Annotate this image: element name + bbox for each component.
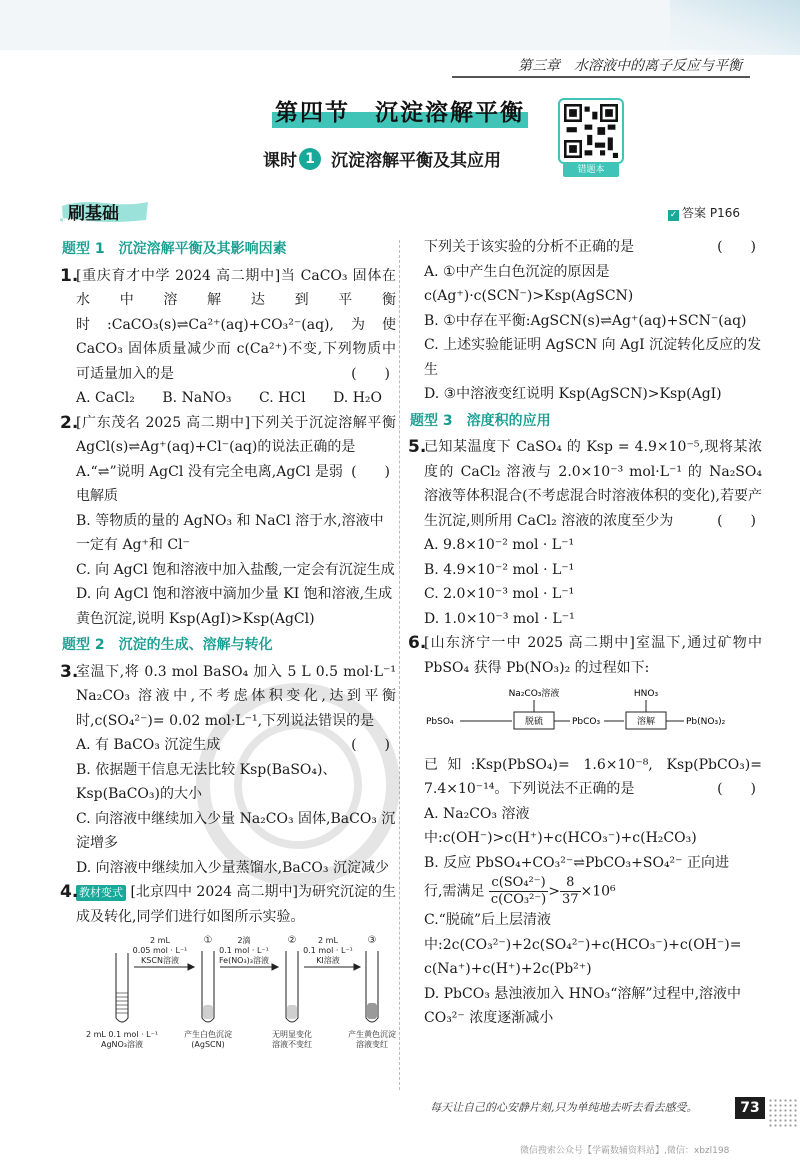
flow-step-desulfur: 脱硫 — [524, 717, 544, 727]
option-c[interactable]: C.“脱硫”后上层清液中:2c(CO₃²⁻)+2c(SO₄²⁻)+c(HCO₃⁻)+c(OH⁻)= c(Na⁺)+c(H⁺)+2c(Pb²⁺) — [424, 912, 742, 977]
option-c[interactable]: C. 向溶液中继续加入少量 Na₂CO₃ 固体,BaCO₃ 沉淀增多 — [76, 810, 396, 851]
question-stem: [山东济宁一中 2025 高二期中]室温下,通过矿物中 PbSO₄ 获得 Pb(NO₃)₂ 的过程如下: — [424, 635, 762, 676]
question-4-continued — [410, 235, 762, 260]
page-number: 73 — [735, 1097, 765, 1119]
option-b[interactable]: B. 依据题干信息无法比较 Ksp(BaSO₄)、Ksp(BaCO₃)的大小 — [76, 761, 337, 802]
option-d[interactable]: D. 1.0×10⁻³ mol · L⁻¹ — [424, 610, 575, 627]
fig-label: 无明显变化 — [272, 1030, 312, 1039]
question-stem: [重庆育才中学 2024 高二期中]当 CaCO₃ 固体在水中溶解达到平衡时:CaCO₃(s)⇌Ca²⁺(aq)+CO₃²⁻(aq),为使 CaCO₃ 固体质量减少而 c(Ca²⁺)不变,下列物质中可适量加入的是 — [76, 267, 396, 382]
fig-label: 0.05 mol · L⁻¹ — [132, 946, 188, 955]
answer-bracket: ( ) — [717, 781, 756, 797]
flow-start: PbSO₄ — [426, 717, 454, 727]
option-a[interactable]: A. CaCl₂ — [76, 390, 135, 406]
process-flow-diagram — [424, 684, 764, 738]
qr-label: 错题本 — [563, 163, 619, 177]
question-6-known — [410, 753, 762, 802]
left-column — [62, 235, 396, 1072]
fig-label: 0.1 mol · L⁻¹ — [219, 946, 269, 955]
option-d[interactable]: D. PbCO₃ 悬浊液加入 HNO₃“溶解”过程中,溶液中 CO₃²⁻ 浓度逐渐减小 — [424, 985, 742, 1026]
fig-label: AgNO₃溶液 — [100, 1040, 144, 1049]
option-b[interactable] — [410, 851, 762, 909]
section-heading-3: 题型 3 溶度积的应用 — [410, 412, 551, 429]
fig-step-2: ② — [287, 935, 297, 946]
option-b[interactable]: B. NaNO₃ — [162, 390, 232, 406]
option-d[interactable]: D. 向溶液中继续加入少量蒸馏水,BaCO₃ 沉淀减少 — [76, 859, 389, 876]
ratio-denominator: 37 — [561, 892, 579, 907]
flow-product: Pb(NO₃)₂ — [686, 717, 726, 727]
band-label: 刷基础 — [68, 204, 119, 224]
option-b-text-2: 行,需满足 — [424, 883, 485, 900]
bottom-watermark: 微信搜索公众号【学霸数辅资料站】,微信：xbzl198 — [520, 1146, 730, 1156]
question-6 — [410, 631, 762, 680]
answer-bracket: ( ) — [351, 737, 390, 753]
option-b[interactable]: B. 等物质的量的 AgNO₃ 和 NaCl 溶于水,溶液中一定有 Ag⁺和 Cl⁻ — [76, 512, 384, 553]
option-a[interactable]: A. 有 BaCO₃ 沉淀生成 — [76, 737, 221, 753]
question-stem: [北京四中 2024 高二期中]为研究沉淀的生成及转化,同学们进行如图所示实验。 — [76, 884, 397, 925]
question-number: 2. — [60, 412, 79, 433]
fig-label: 2 mL — [318, 936, 338, 945]
fig-label: 0.1 mol · L⁻¹ — [303, 946, 353, 955]
question-number: 6. — [408, 633, 427, 653]
fig-label: (AgSCN) — [191, 1040, 225, 1049]
answer-bracket: ( ) — [351, 365, 390, 382]
option-b[interactable]: B. ①中存在平衡:AgSCN(s)⇌Ag⁺(aq)+SCN⁻(aq) — [424, 312, 747, 329]
flow-reagent-1: Na₂CO₃溶液 — [508, 689, 560, 699]
option-b-text: B. 反应 PbSO₄+CO₃²⁻⇌PbCO₃+SO₄²⁻ 正向进 — [424, 854, 730, 871]
option-b[interactable]: B. 4.9×10⁻² mol · L⁻¹ — [424, 561, 575, 578]
flow-step-dissolve: 溶解 — [636, 717, 656, 727]
question-1 — [62, 264, 396, 387]
question-5 — [410, 435, 762, 533]
fraction-ratio — [560, 875, 581, 908]
option-c[interactable]: C. 向 AgCl 饱和溶液中加入盐酸,一定会有沉淀生成 — [76, 561, 395, 578]
question-known: 已知:Ksp(PbSO₄)= 1.6×10⁻⁸, Ksp(PbCO₃)= 7.4×10⁻¹⁴。下列说法不正确的是 — [424, 756, 762, 797]
answer-reference — [668, 204, 740, 221]
option-d[interactable]: D. H₂O — [333, 390, 382, 406]
footer-motto: 每天让自己的心安静片刻,只为单纯地去听去看去感受。 — [430, 1101, 698, 1114]
gt-sign: > — [548, 883, 560, 900]
lesson-number-badge: 1 — [299, 148, 321, 170]
fig-label: 产生黄色沉淀 — [348, 1030, 396, 1039]
option-a[interactable]: A. 9.8×10⁻² mol · L⁻¹ — [424, 537, 575, 553]
answer-bracket: ( ) — [717, 239, 756, 255]
answer-reference-text: 答案 P166 — [682, 206, 740, 220]
fig-label: 2滴 — [237, 936, 251, 945]
ratio-numerator: 8 — [560, 875, 581, 892]
section-title: 第四节 沉淀溶解平衡 — [275, 100, 525, 126]
option-d[interactable]: D. 向 AgCl 饱和溶液中滴加少量 KI 饱和溶液,生成黄色沉淀,说明 Ksp(AgI)>Ksp(AgCl) — [76, 586, 393, 627]
dot-pattern-decoration — [768, 1098, 798, 1128]
lesson-heading — [263, 146, 501, 171]
question-number: 3. — [60, 661, 79, 682]
question-number: 1. — [60, 265, 79, 286]
check-icon: ✓ — [669, 210, 678, 220]
option-c[interactable]: C. HCl — [259, 390, 306, 406]
question-2 — [60, 411, 396, 480]
fraction-numerator: c(SO₄²⁻) — [489, 875, 548, 892]
fraction-denominator: c(CO₃²⁻) — [490, 892, 547, 907]
lesson-title: 沉淀溶解平衡及其应用 — [331, 151, 501, 171]
answer-bracket: ( ) — [351, 463, 390, 480]
question-number: 5. — [408, 437, 427, 457]
answer-bracket: ( ) — [717, 512, 756, 529]
fig-label: KI溶液 — [316, 956, 340, 965]
section-heading-2: 题型 2 沉淀的生成、溶解与转化 — [62, 637, 273, 653]
option-a[interactable]: A. Na₂CO₃ 溶液中:c(OH⁻)>c(H⁺)+c(HCO₃⁻)+c(H₂CO₃) — [424, 805, 697, 846]
flow-intermediate: PbCO₃ — [572, 717, 601, 727]
qr-code-icon — [564, 104, 618, 158]
textbook-variant-tag: 教材变式 — [76, 885, 126, 901]
qr-code[interactable] — [558, 98, 624, 164]
question-1-options — [62, 386, 396, 411]
fig-label: 溶液变红 — [356, 1040, 388, 1049]
option-a[interactable]: A. ①中产生白色沉淀的原因是 c(Ag⁺)·c(SCN⁻)>Ksp(AgSCN) — [424, 263, 634, 304]
question-stem: 下列关于该实验的分析不正确的是 — [424, 239, 634, 255]
question-4 — [62, 880, 396, 929]
lesson-prefix: 课时 — [263, 151, 297, 171]
fig-label: Fe(NO₃)₃溶液 — [218, 956, 270, 965]
fig-step-1: ① — [203, 935, 213, 946]
option-d[interactable]: D. ③中溶液变红说明 Ksp(AgSCN)>Ksp(AgI) — [424, 386, 722, 402]
fig-label: 2 mL — [150, 936, 170, 945]
question-stem: 室温下,将 0.3 mol BaSO₄ 加入 5 L 0.5 mol·L⁻¹ Na₂CO₃ 溶液中,不考虑体积变化,达到平衡时,c(SO₄²⁻)= 0.02 mol·L⁻¹,下列说法错误的是 — [76, 663, 396, 729]
header-corner-decoration — [670, 0, 800, 55]
option-c[interactable]: C. 2.0×10⁻³ mol · L⁻¹ — [424, 586, 575, 602]
question-number: 4. — [60, 882, 79, 902]
flow-reagent-2: HNO₃ — [633, 689, 659, 699]
fraction-concentration — [489, 875, 548, 908]
header-rule — [452, 76, 750, 78]
chapter-title: 第三章 水溶液中的离子反应与平衡 — [518, 58, 742, 74]
fig-label: 溶液不变红 — [272, 1040, 312, 1049]
experiment-figure — [76, 933, 410, 1063]
ratio-power: ×10⁶ — [580, 883, 616, 900]
right-column — [410, 235, 762, 1031]
question-stem: [广东茂名 2025 高二期中]下列关于沉淀溶解平衡 AgCl(s)⇌Ag⁺(aq)+Cl⁻(aq)的说法正确的是 — [76, 414, 396, 455]
fig-label: 2 mL 0.1 mol · L⁻¹ — [85, 1030, 159, 1039]
option-a[interactable]: A.“⇌”说明 AgCl 没有完全电离,AgCl 是弱电解质 — [76, 463, 343, 504]
fig-label: KSCN溶液 — [141, 956, 179, 965]
fig-label: 产生白色沉淀 — [184, 1030, 232, 1039]
question-stem: 已知某温度下 CaSO₄ 的 Ksp = 4.9×10⁻⁵,现将某浓度的 CaCl₂ 溶液与 2.0×10⁻³ mol·L⁻¹ 的 Na₂SO₄ 溶液等体积混合(不考虑混合时溶液体积的变化),若要产生沉淀,则所用 CaCl₂ 溶液的浓度至少为 — [424, 439, 762, 529]
section-heading-1: 题型 1 沉淀溶解平衡及其影响因素 — [62, 241, 287, 257]
fig-step-3: ③ — [367, 935, 377, 946]
option-c[interactable]: C. 上述实验能证明 AgSCN 向 AgI 沉淀转化反应的发生 — [424, 337, 762, 378]
